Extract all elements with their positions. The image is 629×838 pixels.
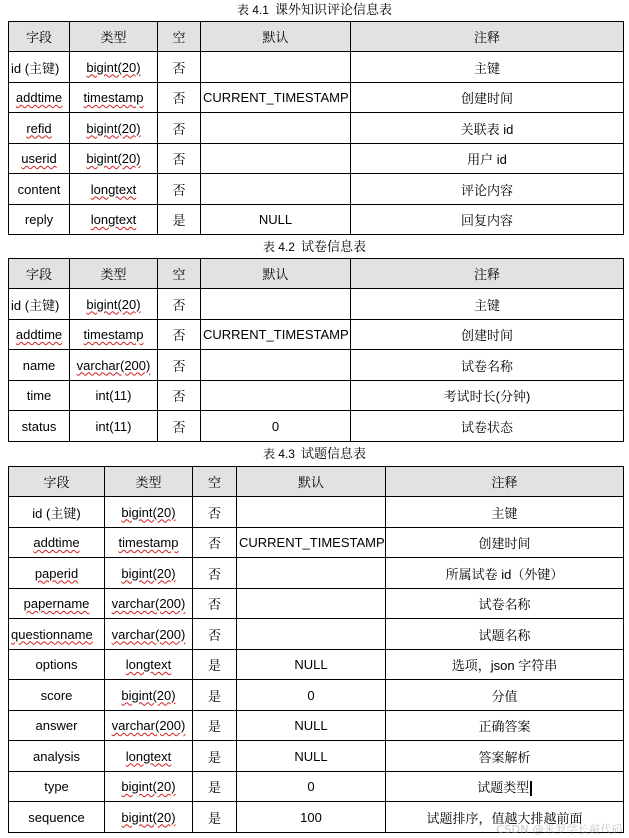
- cell-comment[interactable]: [386, 772, 624, 802]
- table-row: [9, 528, 624, 558]
- cell-field: status: [9, 411, 70, 442]
- cell-comment: 所属试卷 id（外键）: [386, 558, 624, 589]
- type-text: bigint(20): [121, 809, 176, 825]
- table-row: [9, 589, 624, 619]
- cell-field: answer: [9, 711, 105, 741]
- cell-nullable: 是: [193, 772, 237, 802]
- cell-field: [9, 558, 105, 589]
- cell-nullable: 否: [193, 497, 237, 528]
- cell-default: [201, 381, 351, 411]
- table-row: [9, 411, 624, 442]
- cell-type: [105, 680, 193, 711]
- header-default: 默认: [237, 467, 386, 497]
- field-text: paperid: [34, 565, 79, 581]
- cell-default: [237, 497, 386, 528]
- type-text: bigint(20): [86, 151, 141, 166]
- table-question-info: [8, 466, 624, 833]
- cell-type: [105, 802, 193, 833]
- cell-type: [70, 289, 158, 320]
- comment-text: 试题类型: [477, 779, 530, 795]
- table-paper-info: [8, 258, 624, 442]
- caption-title: 试卷信息表: [301, 240, 367, 255]
- table-caption-4-2: [0, 239, 629, 255]
- type-text: timestamp: [83, 327, 144, 342]
- cell-field: [9, 528, 105, 558]
- cell-field: name: [9, 350, 70, 381]
- cell-field: id (主键): [9, 497, 105, 528]
- type-text: bigint(20): [121, 565, 176, 581]
- type-text: timestamp: [118, 535, 179, 550]
- cell-comment: 创建时间: [351, 320, 624, 350]
- table-row: [9, 205, 624, 235]
- header-comment: 注释: [386, 467, 624, 497]
- table-caption-4-1: [0, 2, 629, 18]
- cell-nullable: 否: [158, 144, 201, 174]
- cell-comment: 用户 id: [351, 144, 624, 174]
- cell-nullable: 是: [158, 205, 201, 235]
- cell-nullable: 是: [193, 680, 237, 711]
- header-row: [9, 22, 624, 52]
- cell-default: [201, 174, 351, 205]
- header-nullable: 空: [158, 22, 201, 52]
- type-text: bigint(20): [121, 687, 176, 703]
- cell-field: analysis: [9, 741, 105, 772]
- cell-comment: 试题排序，值越大排越前面: [386, 802, 624, 833]
- cell-type: [105, 619, 193, 650]
- type-text: bigint(20): [86, 120, 141, 136]
- cell-type: [70, 320, 158, 350]
- cell-nullable: 否: [193, 528, 237, 558]
- cell-type: [105, 741, 193, 772]
- caption-number: 表 4.2: [262, 240, 295, 254]
- cell-type: [70, 52, 158, 83]
- header-field: 字段: [9, 259, 70, 289]
- cell-type: [105, 711, 193, 741]
- header-default: 默认: [201, 259, 351, 289]
- header-field: 字段: [9, 22, 70, 52]
- cell-type: [70, 113, 158, 144]
- type-text: varchar(200): [111, 596, 186, 611]
- cell-comment: 答案解析: [386, 741, 624, 772]
- header-default: 默认: [201, 22, 351, 52]
- cell-nullable: 否: [193, 619, 237, 650]
- cell-default: CURRENT_TIMESTAMP: [201, 83, 351, 113]
- cell-type: int(11): [70, 381, 158, 411]
- field-text: addtime: [15, 327, 63, 342]
- table-row: [9, 144, 624, 174]
- cell-default: NULL: [237, 711, 386, 741]
- type-text: longtext: [125, 748, 172, 764]
- cell-default: [237, 619, 386, 650]
- cell-type: [105, 772, 193, 802]
- cell-default: 0: [237, 772, 386, 802]
- field-text: userid: [21, 151, 57, 166]
- cell-field: [9, 589, 105, 619]
- header-field: 字段: [9, 467, 105, 497]
- table-row: [9, 711, 624, 741]
- header-type: 类型: [70, 259, 158, 289]
- cell-comment: 试题名称: [386, 619, 624, 650]
- cell-type: [105, 528, 193, 558]
- field-text: papername: [23, 596, 90, 611]
- header-comment: 注释: [351, 22, 624, 52]
- cell-nullable: 否: [193, 558, 237, 589]
- type-text: varchar(200): [111, 718, 186, 733]
- caption-title: 试题信息表: [301, 447, 367, 462]
- cell-comment: 试卷名称: [386, 589, 624, 619]
- type-text: bigint(20): [121, 504, 176, 520]
- cell-type: [105, 650, 193, 680]
- cell-nullable: 否: [158, 350, 201, 381]
- cell-nullable: 否: [158, 113, 201, 144]
- type-text: varchar(200): [111, 626, 186, 642]
- cell-type: [70, 350, 158, 381]
- table-row: [9, 497, 624, 528]
- cell-nullable: 否: [158, 174, 201, 205]
- type-text: longtext: [125, 657, 172, 672]
- header-comment: 注释: [351, 259, 624, 289]
- caption-title: 课外知识评论信息表: [275, 3, 393, 18]
- header-type: 类型: [105, 467, 193, 497]
- watermark: CSDN @米罗学长敲代码: [496, 823, 623, 836]
- cell-comment: 创建时间: [351, 83, 624, 113]
- cell-nullable: 否: [158, 411, 201, 442]
- cell-default: [201, 144, 351, 174]
- cell-nullable: 否: [158, 320, 201, 350]
- cell-nullable: 否: [158, 83, 201, 113]
- cell-nullable: 是: [193, 741, 237, 772]
- table-row: [9, 113, 624, 144]
- table-row: [9, 619, 624, 650]
- cell-type: [70, 174, 158, 205]
- caption-number: 表 4.1: [236, 3, 269, 17]
- cell-default: CURRENT_TIMESTAMP: [201, 320, 351, 350]
- cell-nullable: 是: [193, 650, 237, 680]
- cell-nullable: 否: [158, 289, 201, 320]
- cell-default: [237, 589, 386, 619]
- cell-default: [201, 289, 351, 320]
- cell-type: [70, 144, 158, 174]
- type-text: bigint(20): [86, 296, 141, 312]
- type-text: longtext: [90, 181, 137, 197]
- field-text: addtime: [33, 535, 80, 550]
- table-row: [9, 350, 624, 381]
- cell-comment: 评论内容: [351, 174, 624, 205]
- cell-field: time: [9, 381, 70, 411]
- cell-field: id (主键): [9, 289, 70, 320]
- cell-field: [9, 320, 70, 350]
- cell-field: [9, 144, 70, 174]
- table-row: [9, 741, 624, 772]
- cell-field: content: [9, 174, 70, 205]
- cell-comment: 正确答案: [386, 711, 624, 741]
- table-row: [9, 381, 624, 411]
- cell-comment: 考试时长(分钟): [351, 381, 624, 411]
- cell-field: options: [9, 650, 105, 680]
- header-nullable: 空: [158, 259, 201, 289]
- table-row: [9, 772, 624, 802]
- cell-default: [201, 113, 351, 144]
- header-row: [9, 467, 624, 497]
- cell-field: reply: [9, 205, 70, 235]
- table-row: [9, 650, 624, 680]
- cell-nullable: 否: [158, 381, 201, 411]
- cell-default: 0: [237, 680, 386, 711]
- table-comment-info: [8, 21, 624, 235]
- cell-default: NULL: [237, 741, 386, 772]
- type-text: timestamp: [83, 90, 144, 105]
- cell-default: [237, 558, 386, 589]
- cell-default: NULL: [201, 205, 351, 235]
- field-text: questionname: [11, 626, 93, 642]
- cell-nullable: 是: [193, 711, 237, 741]
- cell-comment: 试卷名称: [351, 350, 624, 381]
- cell-comment: 关联表 id: [351, 113, 624, 144]
- cell-comment: 选项，json 字符串: [386, 650, 624, 680]
- type-text: bigint(20): [86, 59, 141, 75]
- cell-type: [105, 497, 193, 528]
- type-text: bigint(20): [121, 779, 176, 794]
- table-row: [9, 320, 624, 350]
- header-nullable: 空: [193, 467, 237, 497]
- header-type: 类型: [70, 22, 158, 52]
- table-row: [9, 174, 624, 205]
- header-row: [9, 259, 624, 289]
- cell-type: int(11): [70, 411, 158, 442]
- field-text: addtime: [15, 90, 63, 105]
- caption-number: 表 4.3: [262, 447, 295, 461]
- table-row: [9, 558, 624, 589]
- cell-type: [105, 558, 193, 589]
- cell-field: [9, 619, 105, 650]
- cell-default: [201, 350, 351, 381]
- cell-nullable: 否: [193, 589, 237, 619]
- cell-field: id (主键): [9, 52, 70, 83]
- cell-default: 100: [237, 802, 386, 833]
- cell-nullable: 否: [158, 52, 201, 83]
- cell-comment: 分值: [386, 680, 624, 711]
- table-row: [9, 680, 624, 711]
- cell-type: [70, 83, 158, 113]
- cell-nullable: 是: [193, 802, 237, 833]
- cell-type: [105, 589, 193, 619]
- cell-default: 0: [201, 411, 351, 442]
- cell-default: NULL: [237, 650, 386, 680]
- cell-comment: 主键: [351, 52, 624, 83]
- table-row: [9, 289, 624, 320]
- cell-comment: 试卷状态: [351, 411, 624, 442]
- cell-field: [9, 83, 70, 113]
- cell-comment: 主键: [386, 497, 624, 528]
- table-caption-4-3: [0, 446, 629, 462]
- cell-type: [70, 205, 158, 235]
- cell-default: CURRENT_TIMESTAMP: [237, 528, 386, 558]
- cell-field: type: [9, 772, 105, 802]
- cell-default: [201, 52, 351, 83]
- cell-field: [9, 113, 70, 144]
- type-text: longtext: [90, 212, 137, 227]
- field-text: refid: [26, 120, 52, 136]
- type-text: varchar(200): [76, 357, 151, 373]
- table-row: [9, 52, 624, 83]
- cell-field: sequence: [9, 802, 105, 833]
- cell-field: score: [9, 680, 105, 711]
- cell-comment: 创建时间: [386, 528, 624, 558]
- cell-comment: 回复内容: [351, 205, 624, 235]
- cell-comment: 主键: [351, 289, 624, 320]
- table-row: [9, 83, 624, 113]
- text-cursor: [530, 781, 532, 796]
